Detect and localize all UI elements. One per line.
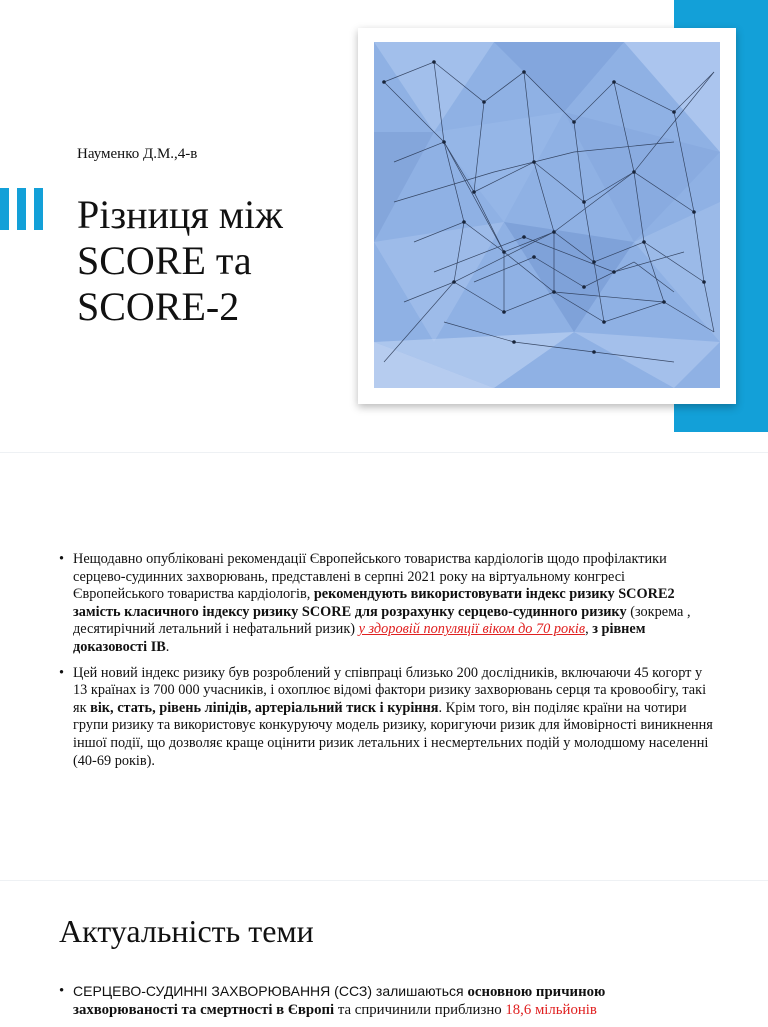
network-image bbox=[374, 42, 720, 388]
slide-title bbox=[77, 192, 347, 330]
photo-frame bbox=[358, 28, 736, 404]
relevance-bullet-list bbox=[59, 983, 709, 1027]
bullet-text: . bbox=[165, 638, 170, 655]
title-line-2: SCORE та bbox=[77, 238, 252, 283]
title-slide bbox=[0, 0, 768, 452]
evidence-level: з рівнем доказовості IB bbox=[73, 621, 646, 655]
bullet-bold-text: основною причиною захворюваності та смертності в Європі bbox=[73, 984, 606, 1018]
title-line-1: Різниця між bbox=[77, 192, 283, 237]
title-line-3: SCORE-2 bbox=[77, 284, 240, 329]
highlight-number: 18,6 мільйонів bbox=[505, 1001, 597, 1018]
bullet-cvd-burden bbox=[59, 983, 709, 1019]
relevance-title: Актуальність теми bbox=[59, 913, 314, 949]
bullet-text: , bbox=[585, 621, 593, 638]
risk-factors: вік, стать, рівень ліпідів, артеріальний тиск і куріння bbox=[90, 699, 439, 716]
content-slide bbox=[0, 452, 768, 881]
relevance-slide bbox=[0, 880, 768, 1025]
author-name: Науменко Д.М.,4-в bbox=[77, 146, 198, 162]
population-link[interactable]: у здоровій популяції віком до 70 років bbox=[358, 621, 586, 638]
bullet-text: . Крім того, він поділяє країни на чотири групи ризику та використовує конкуруючу модель ризику, коригуючи ризик для ймовірності виникнення іншої події, що дозволяє краще оцінити ризик летальних і несмертельних подій у молодшому населенні (40-69 років). bbox=[73, 699, 713, 769]
bullet-score2-recommendation bbox=[59, 551, 719, 657]
bullet-list bbox=[59, 551, 719, 778]
network-illustration bbox=[374, 42, 720, 388]
bullet-text: СЕРЦЕВО-СУДИННІ ЗАХВОРЮВАННЯ (ССЗ) залишаються bbox=[73, 983, 468, 999]
bullet-index-development bbox=[59, 665, 719, 771]
accent-stripes-left bbox=[0, 188, 46, 230]
bullet-text: (зокрема , десятирічний летальний і нефатальний ризик) bbox=[73, 603, 691, 638]
bullet-text: Цей новий індекс ризику був розроблений у співпраці близько 200 дослідників, включаючи 45 когорт у 13 країнах із 700 000 учасників, і охоплює відомі фактори ризику захворювань серця та кровообігу, такі як bbox=[73, 664, 707, 716]
bullet-text: Нещодавно опубліковані рекомендації Європейського товариства кардіологів щодо профілактики серцево-судинних захворювань, представлені в серпні 2021 року на віртуальному конгресі Європейського товариства кардіологів, bbox=[73, 551, 667, 603]
bullet-bold-text: рекомендують використовувати індекс ризику SCORE2 замість класичного індексу ризику SCORE для розрахунку серцево-судинного ризику bbox=[73, 586, 675, 620]
bullet-text: та спричинили приблизно bbox=[334, 1001, 506, 1018]
